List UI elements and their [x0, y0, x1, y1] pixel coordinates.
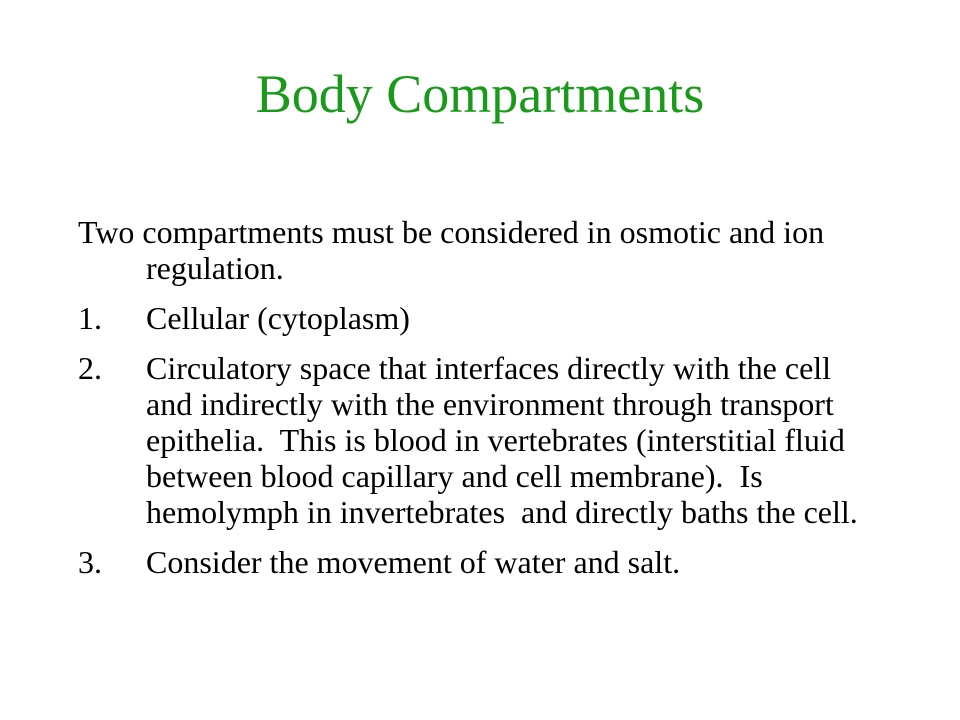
- list-number: 1.: [78, 300, 102, 336]
- intro-paragraph: Two compartments must be considered in osmotic and ion regulation.: [78, 214, 825, 286]
- slide-title: Body Compartments: [255, 64, 705, 124]
- slide-body: [78, 214, 878, 594]
- list-item-text: Circulatory space that interfaces directly with the cell and indirectly with the environment through transport epithelia. This is blood in vertebrates (interstitial fluid between blood capillary and cell membrane). Is hemolymph in invertebrates and directly baths the cell.: [146, 350, 858, 530]
- list-item-text: Cellular (cytoplasm): [146, 300, 410, 336]
- list-item-text: Consider the movement of water and salt.: [146, 544, 681, 580]
- list-number: 2.: [78, 350, 102, 386]
- list-item-2: [78, 350, 878, 530]
- list-item-3: [78, 544, 878, 580]
- list-number: 3.: [78, 544, 102, 580]
- list-item-1: [78, 300, 878, 336]
